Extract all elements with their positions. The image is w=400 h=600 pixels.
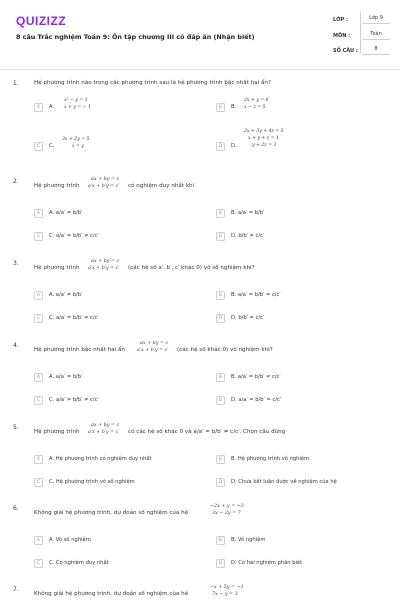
option-value: b/b′ ≠ c/c′: [238, 233, 265, 239]
question-text: Hệ phương trình: [34, 183, 80, 189]
question-text: Hệ phương trình nào trong các phương trình sau là hệ phương trình bậc nhất hai ẩn?: [34, 80, 271, 86]
count-label: SỐ CÂU :: [333, 48, 358, 54]
option-text: [49, 315, 99, 321]
option-value: a/a′ ≠ b/b′: [55, 292, 83, 298]
option-text: [231, 397, 281, 403]
equation-line: a′x + b′y = c′: [88, 430, 120, 436]
option-line: x − z = 5: [244, 104, 266, 110]
question-number: 6.: [13, 505, 19, 512]
option-box[interactable]: C: [34, 478, 43, 487]
equation-line: a′x + b′y = c′: [88, 184, 120, 190]
equation-line: −2x + y = −3: [210, 504, 244, 509]
option-value: a/a′ ≠ b/b′: [55, 210, 83, 216]
option-line: 2x + 3y + 4z = 5: [244, 129, 284, 134]
equation-system: [88, 258, 119, 272]
option-prefix: C.: [49, 397, 55, 403]
option-box[interactable]: D: [216, 314, 225, 323]
option-text: [49, 210, 82, 216]
question-text-after: có nghiệm duy nhất khi: [128, 183, 195, 189]
option-text: [231, 292, 281, 298]
question-number: 3.: [13, 260, 19, 267]
worksheet-title: 8 câu Trắc nghiệm Toán 9: Ôn tập chương III có đáp án (Nhận biết): [16, 33, 255, 41]
equation-line: 7x − y = 3: [212, 592, 238, 598]
option-line: 3x + 2y = 5: [62, 137, 90, 142]
option-text: A. Vô số nghiệm: [49, 537, 91, 543]
option-box[interactable]: A: [34, 455, 43, 464]
option-box[interactable]: D: [216, 478, 225, 487]
option-prefix: B.: [231, 104, 237, 110]
option-box[interactable]: C: [34, 142, 43, 151]
option-box[interactable]: B: [216, 373, 225, 382]
option-prefix: B.: [231, 374, 237, 380]
option-value: a/a′ = b/b′ = c/c′: [237, 292, 281, 298]
option-box[interactable]: C: [34, 396, 43, 405]
option-value: b/b′ ≠ c/c′: [238, 315, 265, 321]
question-text: Hệ phương trình: [34, 429, 80, 435]
option-value: a/a′ ≠ b/b′ ≠ c/c′: [55, 397, 99, 403]
option-box[interactable]: D: [216, 232, 225, 241]
option-text: D. Có hai nghiệm phân biệt: [231, 560, 303, 566]
question-text: Không giải hệ phương trình, dự đoán số nghiệm của hệ: [34, 510, 189, 516]
option-prefix: B.: [231, 292, 237, 298]
option-text: [49, 292, 82, 298]
class-value: Lớp 9: [362, 13, 390, 24]
option-prefix: D.: [231, 315, 237, 321]
option-text: C. Có nghiệm duy nhất: [49, 560, 109, 566]
option-text: [49, 374, 82, 380]
question-number: 2.: [13, 178, 19, 185]
class-label: LỚP :: [333, 17, 348, 23]
option-line: x = y: [72, 143, 84, 149]
option-box[interactable]: A: [34, 103, 43, 112]
count-value: 8: [362, 44, 390, 55]
equation-system: [137, 340, 168, 354]
option-line: y + 2z = 3: [252, 142, 277, 148]
option-text: [231, 374, 281, 380]
option-text: [49, 397, 99, 403]
option-prefix: A.: [49, 104, 55, 110]
option-prefix: A.: [49, 374, 55, 380]
option-box[interactable]: C: [34, 559, 43, 568]
subject-value: Toán: [362, 29, 390, 40]
option-box[interactable]: C: [34, 232, 43, 241]
equation-line: ax + by = c: [91, 259, 120, 264]
option-box[interactable]: B: [216, 536, 225, 545]
option-text: [231, 210, 264, 216]
question-text-after: (các hệ số a′, b′, c′ khác 0) vô số nghiệm khi?: [128, 265, 255, 271]
quizizz-logo: QUIZIZZ: [16, 14, 67, 28]
question-number: 5.: [13, 424, 19, 431]
option-box[interactable]: A: [34, 209, 43, 218]
question-text-after: (các hệ số khác 0) vô nghiệm khi?: [177, 347, 273, 353]
option-line: x + y = − 1: [64, 104, 91, 110]
worksheet-header: [0, 0, 400, 70]
option-value: a/a′ = b/b′: [237, 210, 265, 216]
option-prefix: B.: [231, 210, 237, 216]
option-box[interactable]: B: [216, 291, 225, 300]
question-number: 1.: [13, 80, 19, 87]
option-text: [231, 233, 264, 239]
option-value: a/a′ = b/b′ ≠ c/c′: [237, 374, 281, 380]
option-prefix: A.: [49, 210, 55, 216]
option-box[interactable]: B: [216, 455, 225, 464]
option-text: C. Hệ phương trình vô số nghiệm: [49, 479, 135, 485]
subject-label: MÔN :: [333, 33, 351, 39]
option-box[interactable]: B: [216, 103, 225, 112]
equation-line: ax + by = c: [91, 423, 120, 428]
question-text-after: có các hệ số khác 0 và a/a′ = b/b′ ≠ c/c′. Chọn câu đúng: [128, 429, 286, 435]
option-prefix: D.: [231, 143, 237, 149]
option-value: a/a′ = b/b′ ≠ c/c′: [55, 315, 99, 321]
option-box[interactable]: B: [216, 209, 225, 218]
option-text: B. Vô nghiệm: [231, 537, 266, 543]
option-line: 2x + y = 6: [244, 98, 269, 103]
option-prefix: C.: [49, 315, 55, 321]
equation-system: [88, 176, 119, 190]
question-text: Hệ phương trình bậc nhất hai ẩn: [34, 347, 125, 353]
option-text: [49, 233, 99, 239]
question-number: 4.: [13, 342, 19, 349]
equation-line: ax + by = c: [91, 177, 120, 182]
question-number: 7.: [13, 586, 19, 593]
equation-system: [210, 503, 244, 517]
option-text: D. Chưa kết luận được về nghiệm của hệ: [231, 479, 337, 485]
question-text: Hệ phương trình: [34, 265, 80, 271]
equation-line: ax + by = c: [140, 341, 169, 346]
option-prefix: D.: [231, 233, 237, 239]
option-prefix: A.: [49, 292, 55, 298]
equation-system: [88, 422, 119, 436]
option-box[interactable]: D: [216, 559, 225, 568]
option-line: x² − y = 3: [64, 98, 88, 103]
option-value: a/a′ = b/b′ = c/c′: [238, 397, 282, 403]
option-value: a/a′ = b/b′ ≠ c/c′: [55, 233, 99, 239]
option-text: [231, 315, 264, 321]
option-prefix: C.: [49, 143, 55, 149]
option-box[interactable]: A: [34, 373, 43, 382]
option-prefix: D.: [231, 397, 237, 403]
option-box[interactable]: A: [34, 536, 43, 545]
option-prefix: C.: [49, 233, 55, 239]
option-line: x + y + z = 1: [248, 135, 279, 141]
option-text: B. Hệ phương trình vô nghiệm: [231, 456, 310, 462]
option-box[interactable]: A: [34, 291, 43, 300]
equation-line: −x + 5y = −1: [210, 585, 244, 590]
equation-line: 3x − 2y = 7: [212, 511, 241, 517]
question-text: Không giải hệ phương trình, dự đoán số nghiệm của hệ: [34, 591, 189, 597]
equation-system: [210, 584, 244, 598]
meta-divider: [360, 12, 361, 54]
option-box[interactable]: D: [216, 396, 225, 405]
option-value: a/a′ = b/b′: [55, 374, 83, 380]
option-text: A. Hệ phương trình có nghiệm duy nhất: [49, 456, 152, 462]
equation-line: a′x + b′y = c′: [88, 266, 120, 272]
equation-line: a′x + b′y = c′: [137, 348, 169, 354]
option-box[interactable]: D: [216, 142, 225, 151]
option-box[interactable]: C: [34, 314, 43, 323]
